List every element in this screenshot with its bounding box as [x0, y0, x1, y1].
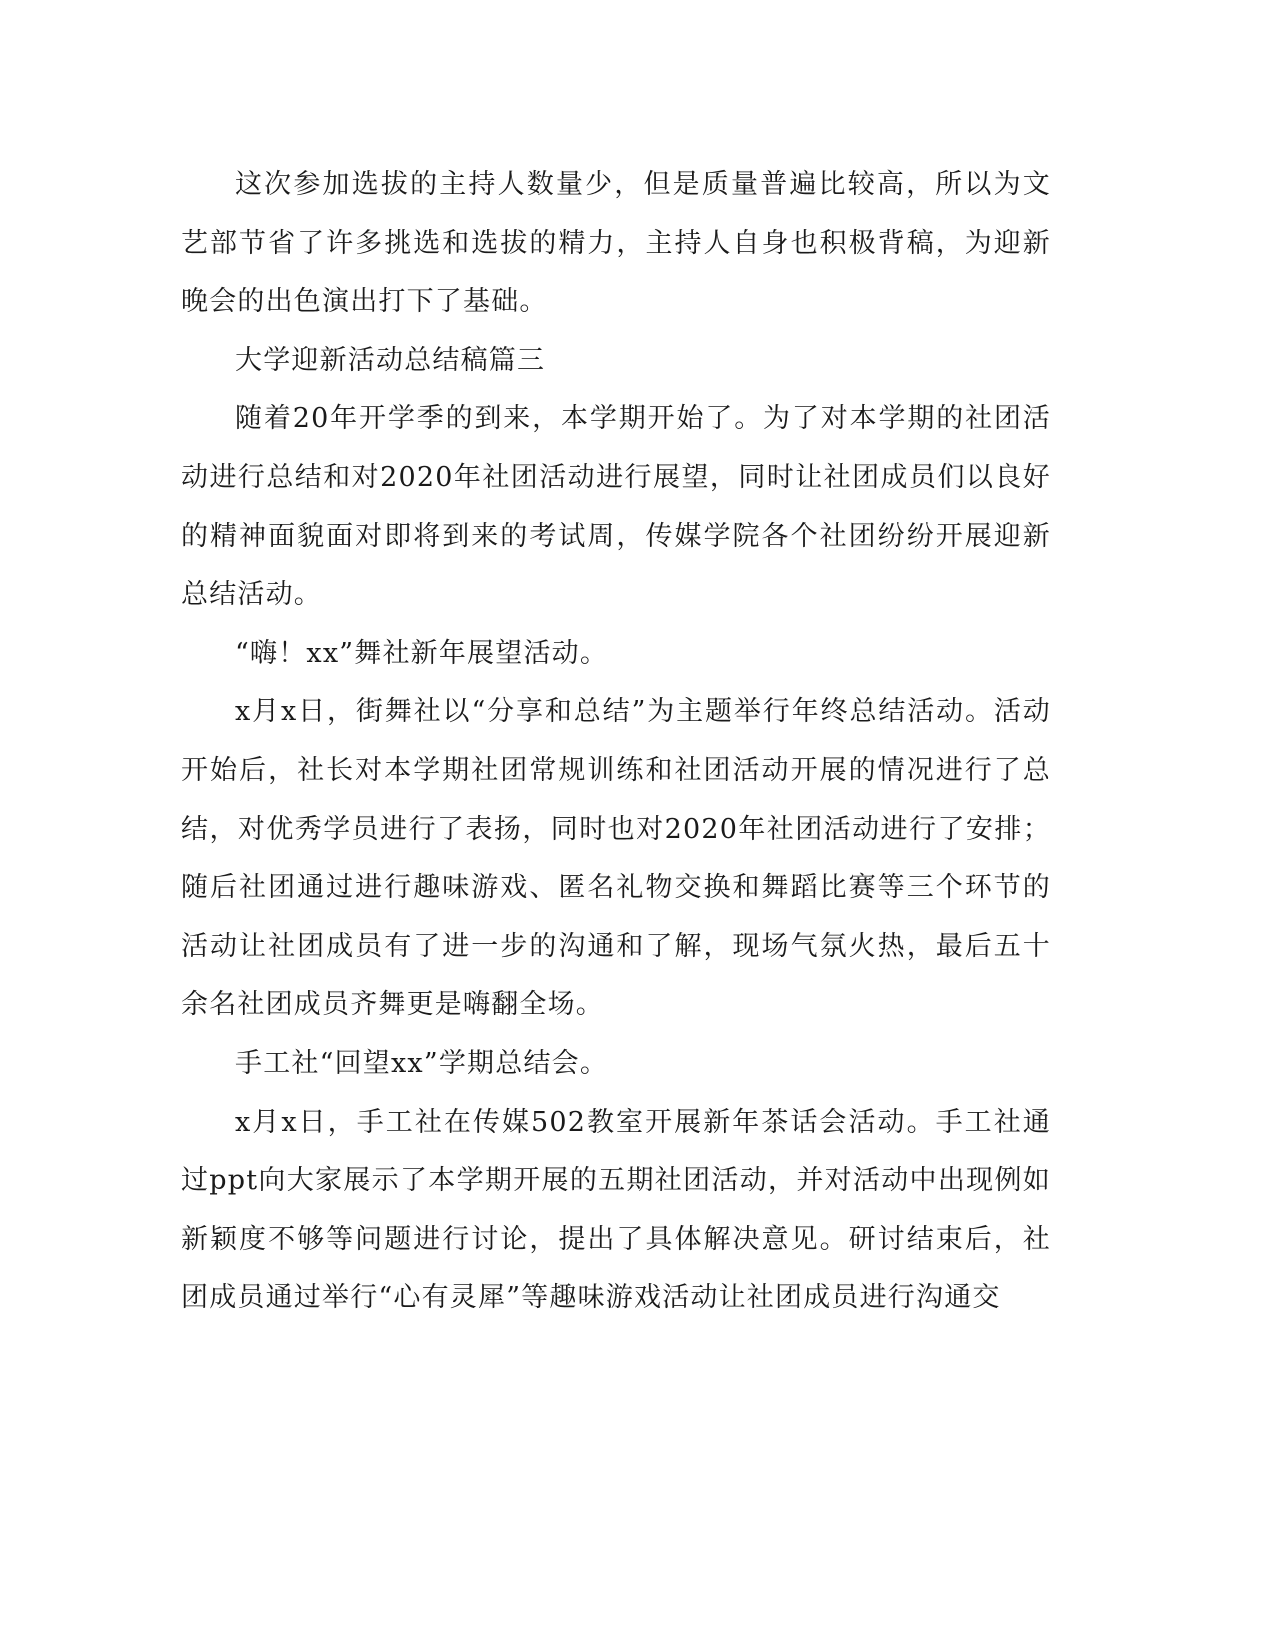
- subheading-handcraft-club: 手工社“回望xx”学期总结会。: [235, 1047, 609, 1079]
- section-heading: 大学迎新活动总结稿篇三: [235, 344, 546, 376]
- document-body: [181, 156, 1051, 1328]
- paragraph-handcraft-club: x月x日，手工社在传媒502教室开展新年茶话会活动。手工社通过ppt向大家展示了本学期开展的五期社团活动，并对活动中出现例如新颖度不够等问题进行讨论，提出了具体解决意见。研讨结束后，社团成员通过举行“心有灵犀”等趣味游戏活动让社团成员进行沟通交: [181, 1106, 1051, 1314]
- paragraph-dance-club: x月x日，街舞社以“分享和总结”为主题举行年终总结活动。活动开始后，社长对本学期社团常规训练和社团活动开展的情况进行了总结，对优秀学员进行了表扬，同时也对2020年社团活动进行了安排；随后社团通过进行趣味游戏、匿名礼物交换和舞蹈比赛等三个环节的活动让社团成员有了进一步的沟通和了解，现场气氛火热，最后五十余名社团成员齐舞更是嗨翻全场。: [181, 696, 1051, 1021]
- paragraph-semester-intro: 随着20年开学季的到来，本学期开始了。为了对本学期的社团活动进行总结和对2020年社团活动进行展望，同时让社团成员们以良好的精神面貌面对即将到来的考试周，传媒学院各个社团纷纷开展迎新总结活动。: [181, 403, 1051, 611]
- paragraph-host-selection: 这次参加选拔的主持人数量少，但是质量普遍比较高，所以为文艺部节省了许多挑选和选拔的精力，主持人自身也积极背稿，为迎新晚会的出色演出打下了基础。: [181, 169, 1051, 318]
- subheading-dance-club: “嗨！xx”舞社新年展望活动。: [235, 637, 609, 669]
